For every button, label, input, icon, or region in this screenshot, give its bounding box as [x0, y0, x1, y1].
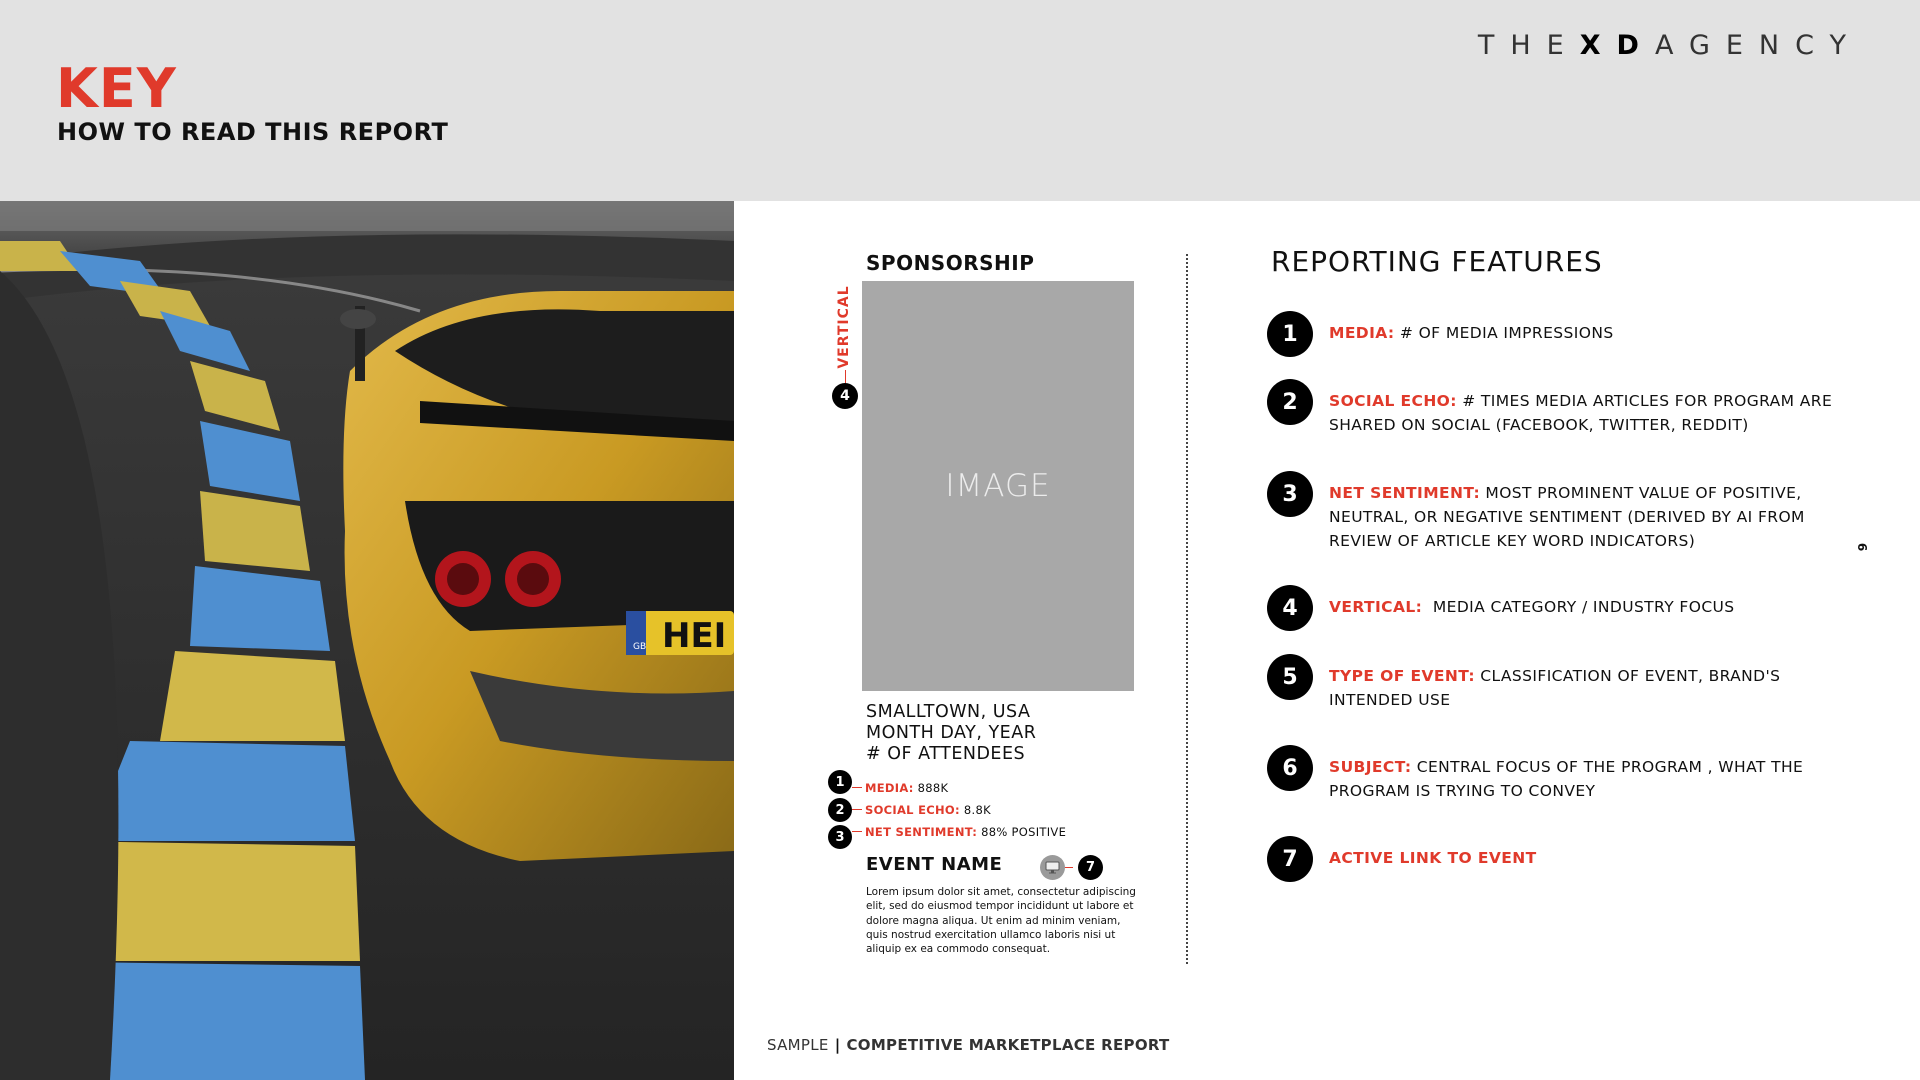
feature-number: 6 [1267, 745, 1313, 791]
footer [767, 1036, 1170, 1054]
feature-label: ACTIVE LINK TO EVENT [1329, 849, 1537, 867]
metric-net-sentiment-value: 88% POSITIVE [981, 825, 1067, 839]
plate-text: HEI [662, 616, 727, 656]
brand-bold: XD [1579, 30, 1655, 61]
page-number: 6 [1855, 542, 1870, 552]
metric-media-label: MEDIA: [865, 781, 914, 795]
feature-number: 4 [1267, 585, 1313, 631]
callout-7-connector [1065, 867, 1073, 868]
race-car-photo [0, 201, 734, 1080]
race-car-illustration [0, 201, 734, 1080]
card-title: SPONSORSHIP [866, 251, 1035, 275]
feature-text [1329, 321, 1839, 345]
feature-number: 3 [1267, 471, 1313, 517]
metric-net-sentiment-label: NET SENTIMENT: [865, 825, 978, 839]
feature-desc: # OF MEDIA IMPRESSIONS [1394, 324, 1614, 342]
feature-text [1329, 755, 1839, 803]
dotted-divider [1186, 254, 1188, 964]
vertical-label-text: VERTICAL [836, 285, 852, 369]
callout-1-connector [852, 787, 862, 788]
feature-text [1329, 595, 1839, 619]
feature-desc: # TIMES MEDIA ARTICLES FOR PROGRAM ARE SHARED ON SOCIAL (FACEBOOK, TWITTER, REDDIT) [1329, 392, 1833, 434]
event-date: MONTH DAY, YEAR [866, 723, 1037, 743]
feature-number: 2 [1267, 379, 1313, 425]
feature-text [1329, 389, 1839, 437]
metric-social-echo-label: SOCIAL ECHO: [865, 803, 960, 817]
page-title: KEY [56, 57, 177, 120]
callout-2-connector [852, 809, 862, 810]
callout-3-connector [852, 831, 862, 832]
feature-label: VERTICAL: [1329, 598, 1423, 616]
metric-social-echo-value: 8.8K [963, 803, 991, 817]
feature-label: TYPE OF EVENT: [1329, 667, 1475, 685]
plate-badge: GB [633, 642, 647, 652]
feature-number: 1 [1267, 311, 1313, 357]
features-heading: REPORTING FEATURES [1271, 245, 1603, 278]
callout-4: 4 [832, 383, 858, 409]
feature-label: MEDIA: [1329, 324, 1395, 342]
brand-prefix: THE [1477, 30, 1580, 61]
header-band [0, 0, 1920, 201]
footer-separator: | [834, 1036, 841, 1054]
page-subtitle: HOW TO READ THIS REPORT [57, 118, 449, 146]
feature-number: 7 [1267, 836, 1313, 882]
event-attendees: # OF ATTENDEES [866, 744, 1026, 764]
callout-1: 1 [828, 770, 852, 794]
metric-media-value: 888K [917, 781, 949, 795]
feature-label: SOCIAL ECHO: [1329, 392, 1457, 410]
feature-desc: CLASSIFICATION OF EVENT, BRAND'S INTENDED USE [1329, 667, 1781, 709]
event-details [866, 702, 1036, 765]
feature-label: SUBJECT: [1329, 758, 1412, 776]
metric-net-sentiment [865, 825, 1066, 839]
feature-label: NET SENTIMENT: [1329, 484, 1481, 502]
callout-7: 7 [1078, 855, 1103, 880]
feature-desc: MEDIA CATEGORY / INDUSTRY FOCUS [1422, 598, 1735, 616]
monitor-icon-glyph [1045, 861, 1060, 874]
feature-desc: CENTRAL FOCUS OF THE PROGRAM , WHAT THE PROGRAM IS TRYING TO CONVEY [1329, 758, 1804, 800]
brand-logo [1478, 30, 1862, 61]
vertical-label [832, 284, 856, 370]
metric-media [865, 781, 948, 795]
event-name: EVENT NAME [866, 854, 1003, 875]
image-placeholder [862, 281, 1134, 691]
monitor-icon[interactable] [1040, 855, 1065, 880]
image-placeholder-label: IMAGE [945, 468, 1051, 504]
feature-text [1329, 664, 1839, 712]
footer-left: SAMPLE [767, 1036, 829, 1054]
brand-suffix: AGENCY [1654, 30, 1862, 61]
callout-2: 2 [828, 798, 852, 822]
feature-number: 5 [1267, 654, 1313, 700]
feature-text [1329, 846, 1839, 870]
callout-3: 3 [828, 825, 852, 849]
metric-social-echo [865, 803, 991, 817]
event-description: Lorem ipsum dolor sit amet, consectetur adipiscing elit, sed do eiusmod tempor incididunt ut labore et dolore magna aliqua. Ut enim ad minim veniam, quis nostrud exercitation ullamco laboris nisi ut aliquip ex ea commodo consequat. [866, 886, 1136, 956]
event-location: SMALLTOWN, USA [866, 702, 1031, 722]
footer-right: COMPETITIVE MARKETPLACE REPORT [846, 1036, 1170, 1054]
feature-desc: MOST PROMINENT VALUE OF POSITIVE, NEUTRAL, OR NEGATIVE SENTIMENT (DERIVED BY AI FROM REVIEW OF ARTICLE KEY WORD INDICATORS) [1329, 484, 1805, 550]
feature-text [1329, 481, 1839, 553]
